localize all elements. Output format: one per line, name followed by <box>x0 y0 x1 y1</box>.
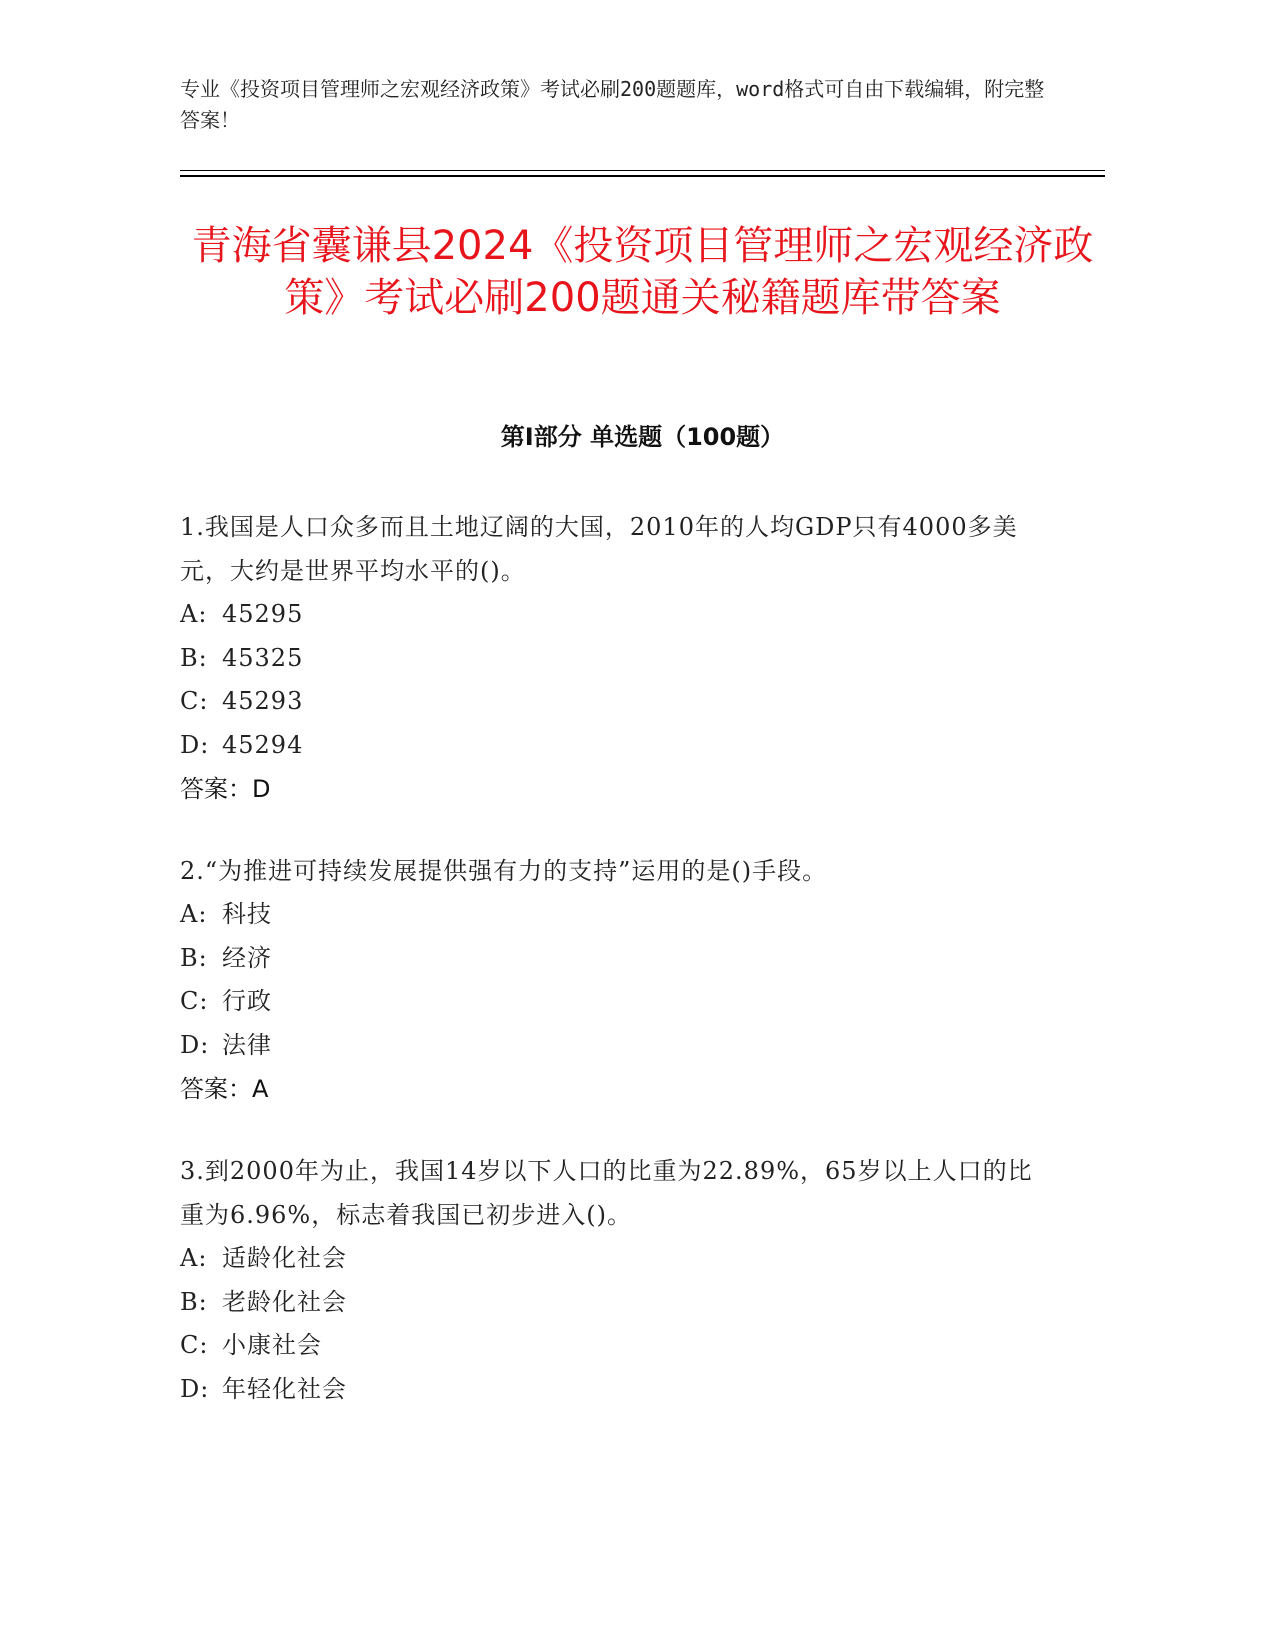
option-key: B: <box>180 1287 208 1316</box>
option-key: B: <box>180 643 208 672</box>
header-note: 专业《投资项目管理师之宏观经济政策》考试必刷200题题库，word格式可自由下载编辑，附完整答案！ <box>180 77 1045 132</box>
option-key: C: <box>180 987 209 1015</box>
option-text: 45295 <box>222 600 304 628</box>
option-text: 小康社会 <box>222 1331 322 1359</box>
option-b <box>180 937 1040 981</box>
option-a <box>180 593 1040 637</box>
question-stem: 1.我国是人口众多而且土地辽阔的大国，2010年的人均GDP只有4000多美元，大约是世界平均水平的()。 <box>180 513 1018 585</box>
document-title: 青海省囊谦县2024《投资项目管理师之宏观经济政策》考试必刷200题通关秘籍题库带答案 <box>191 223 1094 321</box>
question-answer: 答案：A <box>180 1075 269 1103</box>
option-c <box>180 980 1040 1024</box>
option-d <box>180 1024 1040 1068</box>
option-text: 老龄化社会 <box>222 1287 347 1316</box>
option-key: C: <box>180 687 209 715</box>
question-2 <box>180 849 1040 1111</box>
option-c <box>180 680 1040 724</box>
option-text: 45294 <box>222 730 304 759</box>
option-d <box>180 724 1040 768</box>
option-text: 45293 <box>222 687 304 715</box>
option-key: A: <box>180 1244 208 1272</box>
option-text: 年轻化社会 <box>222 1374 347 1403</box>
option-key: D: <box>180 1374 210 1403</box>
option-text: 经济 <box>222 943 272 972</box>
question-answer: 答案：D <box>180 775 271 803</box>
option-key: D: <box>180 1030 210 1059</box>
option-b <box>180 1281 1040 1325</box>
option-key: D: <box>180 730 210 759</box>
header-divider-thin <box>180 170 1105 171</box>
option-a <box>180 1237 1040 1281</box>
option-text: 45325 <box>222 643 304 672</box>
question-1 <box>180 505 1040 811</box>
option-key: A: <box>180 900 208 928</box>
question-list <box>180 505 1040 1449</box>
header-divider-thick <box>180 175 1105 177</box>
option-text: 行政 <box>222 987 272 1015</box>
option-b <box>180 637 1040 681</box>
option-text: 适龄化社会 <box>222 1244 347 1272</box>
option-text: 法律 <box>222 1030 272 1059</box>
option-key: A: <box>180 600 208 628</box>
question-stem: 2.“为推进可持续发展提供强有力的支持”运用的是()手段。 <box>180 857 828 885</box>
question-3 <box>180 1149 1040 1411</box>
section-title: 第I部分 单选题（100题） <box>500 423 785 451</box>
option-c <box>180 1324 1040 1368</box>
option-key: B: <box>180 943 208 972</box>
option-d <box>180 1368 1040 1412</box>
question-stem: 3.到2000年为止，我国14岁以下人口的比重为22.89%，65岁以上人口的比重为6.96%，标志着我国已初步进入()。 <box>180 1157 1033 1229</box>
option-key: C: <box>180 1331 209 1359</box>
option-a <box>180 893 1040 937</box>
option-text: 科技 <box>222 900 272 928</box>
